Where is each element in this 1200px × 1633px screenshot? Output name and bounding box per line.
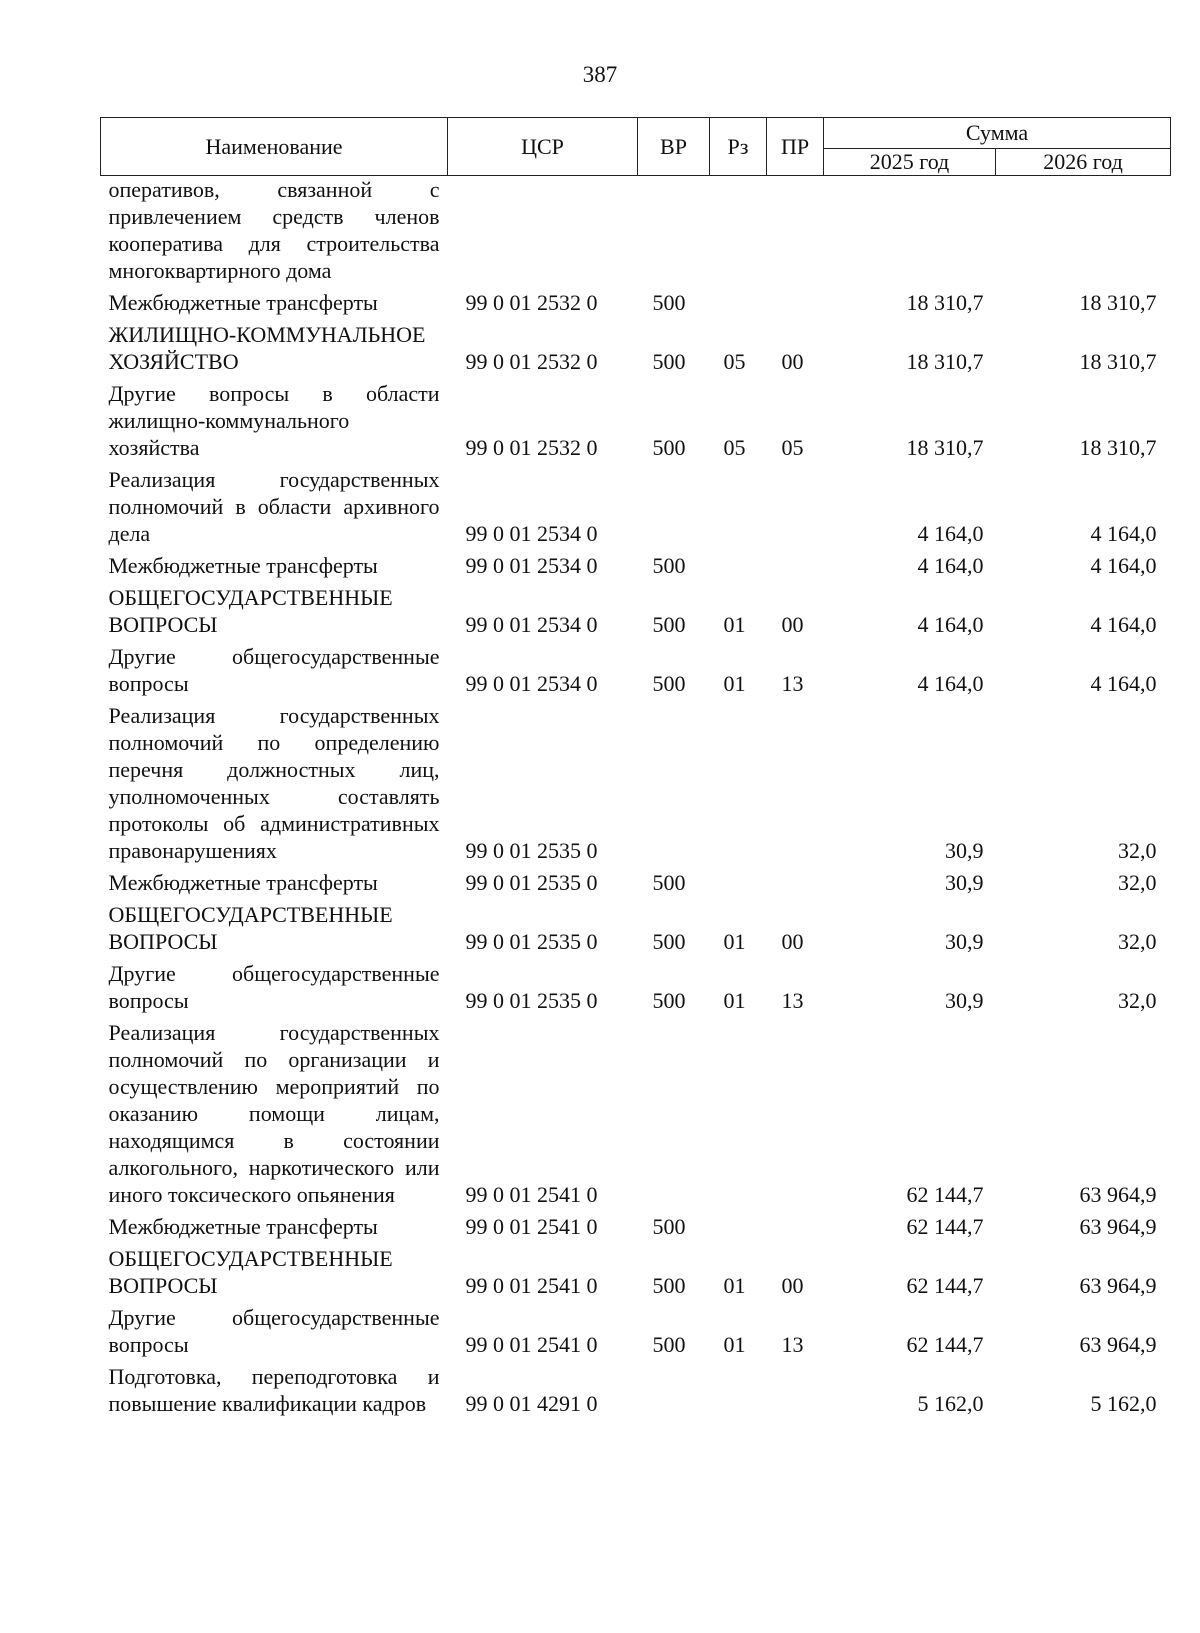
cell-pr [767, 1019, 824, 1213]
table-row [101, 901, 1171, 960]
cell-2026: 32,0 [1118, 838, 1157, 863]
cell-name: Межбюджетные трансферты [108, 870, 378, 895]
cell-csr: 99 0 01 2535 0 [465, 838, 598, 863]
cell-name: Другие вопросы в области жилищно-коммунального хозяйства [108, 381, 440, 460]
table-row [101, 1019, 1171, 1213]
cell-name: Межбюджетные трансферты [108, 1214, 378, 1239]
cell-rz [710, 869, 767, 901]
cell-pr: 13 [781, 1332, 804, 1357]
cell-rz [710, 552, 767, 584]
cell-2025: 30,9 [945, 929, 984, 954]
cell-csr: 99 0 01 2535 0 [465, 988, 598, 1013]
cell-vr: 500 [652, 290, 686, 315]
cell-name: Реализация государственных полномочий по определению перечня должностных лиц, уполномоченных составлять протоколы об административных правонарушениях [108, 703, 440, 863]
cell-rz: 01 [723, 988, 746, 1013]
cell-csr [448, 176, 638, 290]
cell-2026: 32,0 [1118, 929, 1157, 954]
cell-rz [710, 1363, 767, 1422]
cell-vr [638, 702, 710, 869]
table-row [101, 869, 1171, 901]
cell-vr: 500 [652, 671, 686, 696]
cell-vr: 500 [652, 1332, 686, 1357]
cell-name: Реализация государственных полномочий по организации и осуществлению мероприятий по оказанию помощи лицам, находящимся в состоянии алкогольного, наркотического или иного токсического опьянения [108, 1020, 440, 1207]
cell-2026: 18 310,7 [1079, 290, 1157, 315]
cell-vr [638, 1363, 710, 1422]
cell-pr [767, 466, 824, 552]
cell-2025: 18 310,7 [906, 349, 984, 374]
table-row [101, 176, 1171, 290]
cell-2025: 30,9 [945, 870, 984, 895]
cell-2025: 18 310,7 [906, 290, 984, 315]
cell-pr: 00 [781, 1273, 804, 1298]
cell-csr: 99 0 01 2535 0 [465, 870, 598, 895]
header-csr: ЦСР [448, 118, 638, 176]
cell-2025: 4 164,0 [917, 553, 984, 578]
cell-pr [767, 552, 824, 584]
cell-rz [710, 466, 767, 552]
cell-name: ОБЩЕГОСУДАРСТВЕННЫЕ ВОПРОСЫ [108, 1246, 393, 1298]
header-year-2025: 2025 год [824, 149, 996, 176]
cell-vr: 500 [652, 435, 686, 460]
cell-pr: 00 [781, 612, 804, 637]
cell-rz [710, 1019, 767, 1213]
cell-2025: 4 164,0 [917, 671, 984, 696]
table-row [101, 321, 1171, 380]
table-row [101, 702, 1171, 869]
cell-csr: 99 0 01 2532 0 [465, 435, 598, 460]
table-body [101, 176, 1171, 1423]
cell-name: оперативов, связанной с привлечением средств членов кооператива для строительства многоквартирного дома [108, 177, 440, 283]
cell-csr: 99 0 01 2534 0 [465, 671, 598, 696]
cell-rz: 01 [723, 1332, 746, 1357]
cell-vr: 500 [652, 349, 686, 374]
cell-rz [710, 289, 767, 321]
table-row [101, 289, 1171, 321]
cell-2026: 63 964,9 [1079, 1332, 1157, 1357]
budget-table [100, 117, 1171, 1422]
cell-csr: 99 0 01 2535 0 [465, 929, 598, 954]
cell-csr: 99 0 01 2532 0 [465, 290, 598, 315]
cell-vr: 500 [652, 1273, 686, 1298]
header-name: Наименование [101, 118, 448, 176]
table-row [101, 552, 1171, 584]
table-row [101, 380, 1171, 466]
cell-2025: 18 310,7 [906, 435, 984, 460]
page-number: 387 [582, 62, 618, 87]
cell-vr: 500 [652, 553, 686, 578]
cell-2025: 62 144,7 [906, 1214, 984, 1239]
cell-2025: 5 162,0 [917, 1391, 984, 1416]
cell-rz [710, 176, 767, 290]
cell-csr: 99 0 01 2541 0 [465, 1273, 598, 1298]
cell-csr: 99 0 01 2532 0 [465, 349, 598, 374]
cell-pr: 13 [781, 988, 804, 1013]
cell-csr: 99 0 01 2541 0 [465, 1332, 598, 1357]
cell-name: Другие общегосударственные вопросы [108, 1305, 440, 1357]
cell-2026: 4 164,0 [1090, 521, 1157, 546]
cell-name: Реализация государственных полномочий в области архивного дела [108, 467, 440, 546]
cell-csr: 99 0 01 2534 0 [465, 553, 598, 578]
cell-2026: 4 164,0 [1090, 612, 1157, 637]
cell-vr: 500 [652, 612, 686, 637]
cell-2025: 4 164,0 [917, 612, 984, 637]
cell-vr [638, 1019, 710, 1213]
cell-rz: 01 [723, 929, 746, 954]
cell-csr: 99 0 01 2534 0 [465, 521, 598, 546]
table-row [101, 960, 1171, 1019]
table-row [101, 1213, 1171, 1245]
cell-name: ОБЩЕГОСУДАРСТВЕННЫЕ ВОПРОСЫ [108, 585, 393, 637]
cell-2026: 32,0 [1118, 870, 1157, 895]
cell-name: ЖИЛИЩНО-КОММУНАЛЬНОЕ ХОЗЯЙСТВО [108, 322, 426, 374]
cell-2026: 4 164,0 [1090, 553, 1157, 578]
table-header [101, 118, 1171, 176]
cell-pr: 05 [781, 435, 804, 460]
cell-2025: 30,9 [945, 838, 984, 863]
cell-2025: 62 144,7 [906, 1332, 984, 1357]
cell-vr [638, 466, 710, 552]
cell-vr [638, 176, 710, 290]
cell-pr [767, 702, 824, 869]
cell-csr: 99 0 01 2541 0 [465, 1182, 598, 1207]
cell-rz: 05 [723, 435, 746, 460]
cell-2025: 30,9 [945, 988, 984, 1013]
cell-2025: 62 144,7 [906, 1182, 984, 1207]
cell-2025 [824, 176, 996, 290]
header-rz: Рз [710, 118, 767, 176]
cell-pr [767, 1363, 824, 1422]
cell-vr: 500 [652, 988, 686, 1013]
cell-pr [767, 869, 824, 901]
cell-2026: 18 310,7 [1079, 435, 1157, 460]
cell-name: Подготовка, переподготовка и повышение квалификации кадров [108, 1364, 440, 1416]
cell-pr [767, 176, 824, 290]
table-row [101, 1304, 1171, 1363]
cell-2026: 63 964,9 [1079, 1182, 1157, 1207]
cell-2026: 5 162,0 [1090, 1391, 1157, 1416]
cell-2026: 4 164,0 [1090, 671, 1157, 696]
cell-2026: 18 310,7 [1079, 349, 1157, 374]
cell-pr: 00 [781, 929, 804, 954]
table-row [101, 1245, 1171, 1304]
header-pr: ПР [767, 118, 824, 176]
cell-vr: 500 [652, 929, 686, 954]
cell-pr: 13 [781, 671, 804, 696]
cell-rz [710, 702, 767, 869]
cell-pr: 00 [781, 349, 804, 374]
table-row [101, 1363, 1171, 1422]
cell-name: Межбюджетные трансферты [108, 290, 378, 315]
cell-name: Другие общегосударственные вопросы [108, 961, 440, 1013]
cell-2026: 63 964,9 [1079, 1273, 1157, 1298]
header-sum: Сумма [824, 118, 1171, 149]
cell-vr: 500 [652, 1214, 686, 1239]
cell-2025: 62 144,7 [906, 1273, 984, 1298]
cell-2026: 63 964,9 [1079, 1214, 1157, 1239]
header-vr: ВР [638, 118, 710, 176]
cell-vr: 500 [652, 870, 686, 895]
cell-csr: 99 0 01 2541 0 [465, 1214, 598, 1239]
cell-name: Другие общегосударственные вопросы [108, 644, 440, 696]
table-row [101, 466, 1171, 552]
cell-name: Межбюджетные трансферты [108, 553, 378, 578]
cell-rz: 01 [723, 1273, 746, 1298]
cell-rz: 01 [723, 612, 746, 637]
cell-rz: 01 [723, 671, 746, 696]
table-row [101, 643, 1171, 702]
cell-rz: 05 [723, 349, 746, 374]
header-year-2026: 2026 год [996, 149, 1171, 176]
cell-pr [767, 289, 824, 321]
table-row [101, 584, 1171, 643]
cell-csr: 99 0 01 4291 0 [465, 1391, 598, 1416]
cell-2025: 4 164,0 [917, 521, 984, 546]
cell-pr [767, 1213, 824, 1245]
cell-csr: 99 0 01 2534 0 [465, 612, 598, 637]
cell-2026 [996, 176, 1171, 290]
cell-name: ОБЩЕГОСУДАРСТВЕННЫЕ ВОПРОСЫ [108, 902, 393, 954]
cell-2026: 32,0 [1118, 988, 1157, 1013]
cell-rz [710, 1213, 767, 1245]
